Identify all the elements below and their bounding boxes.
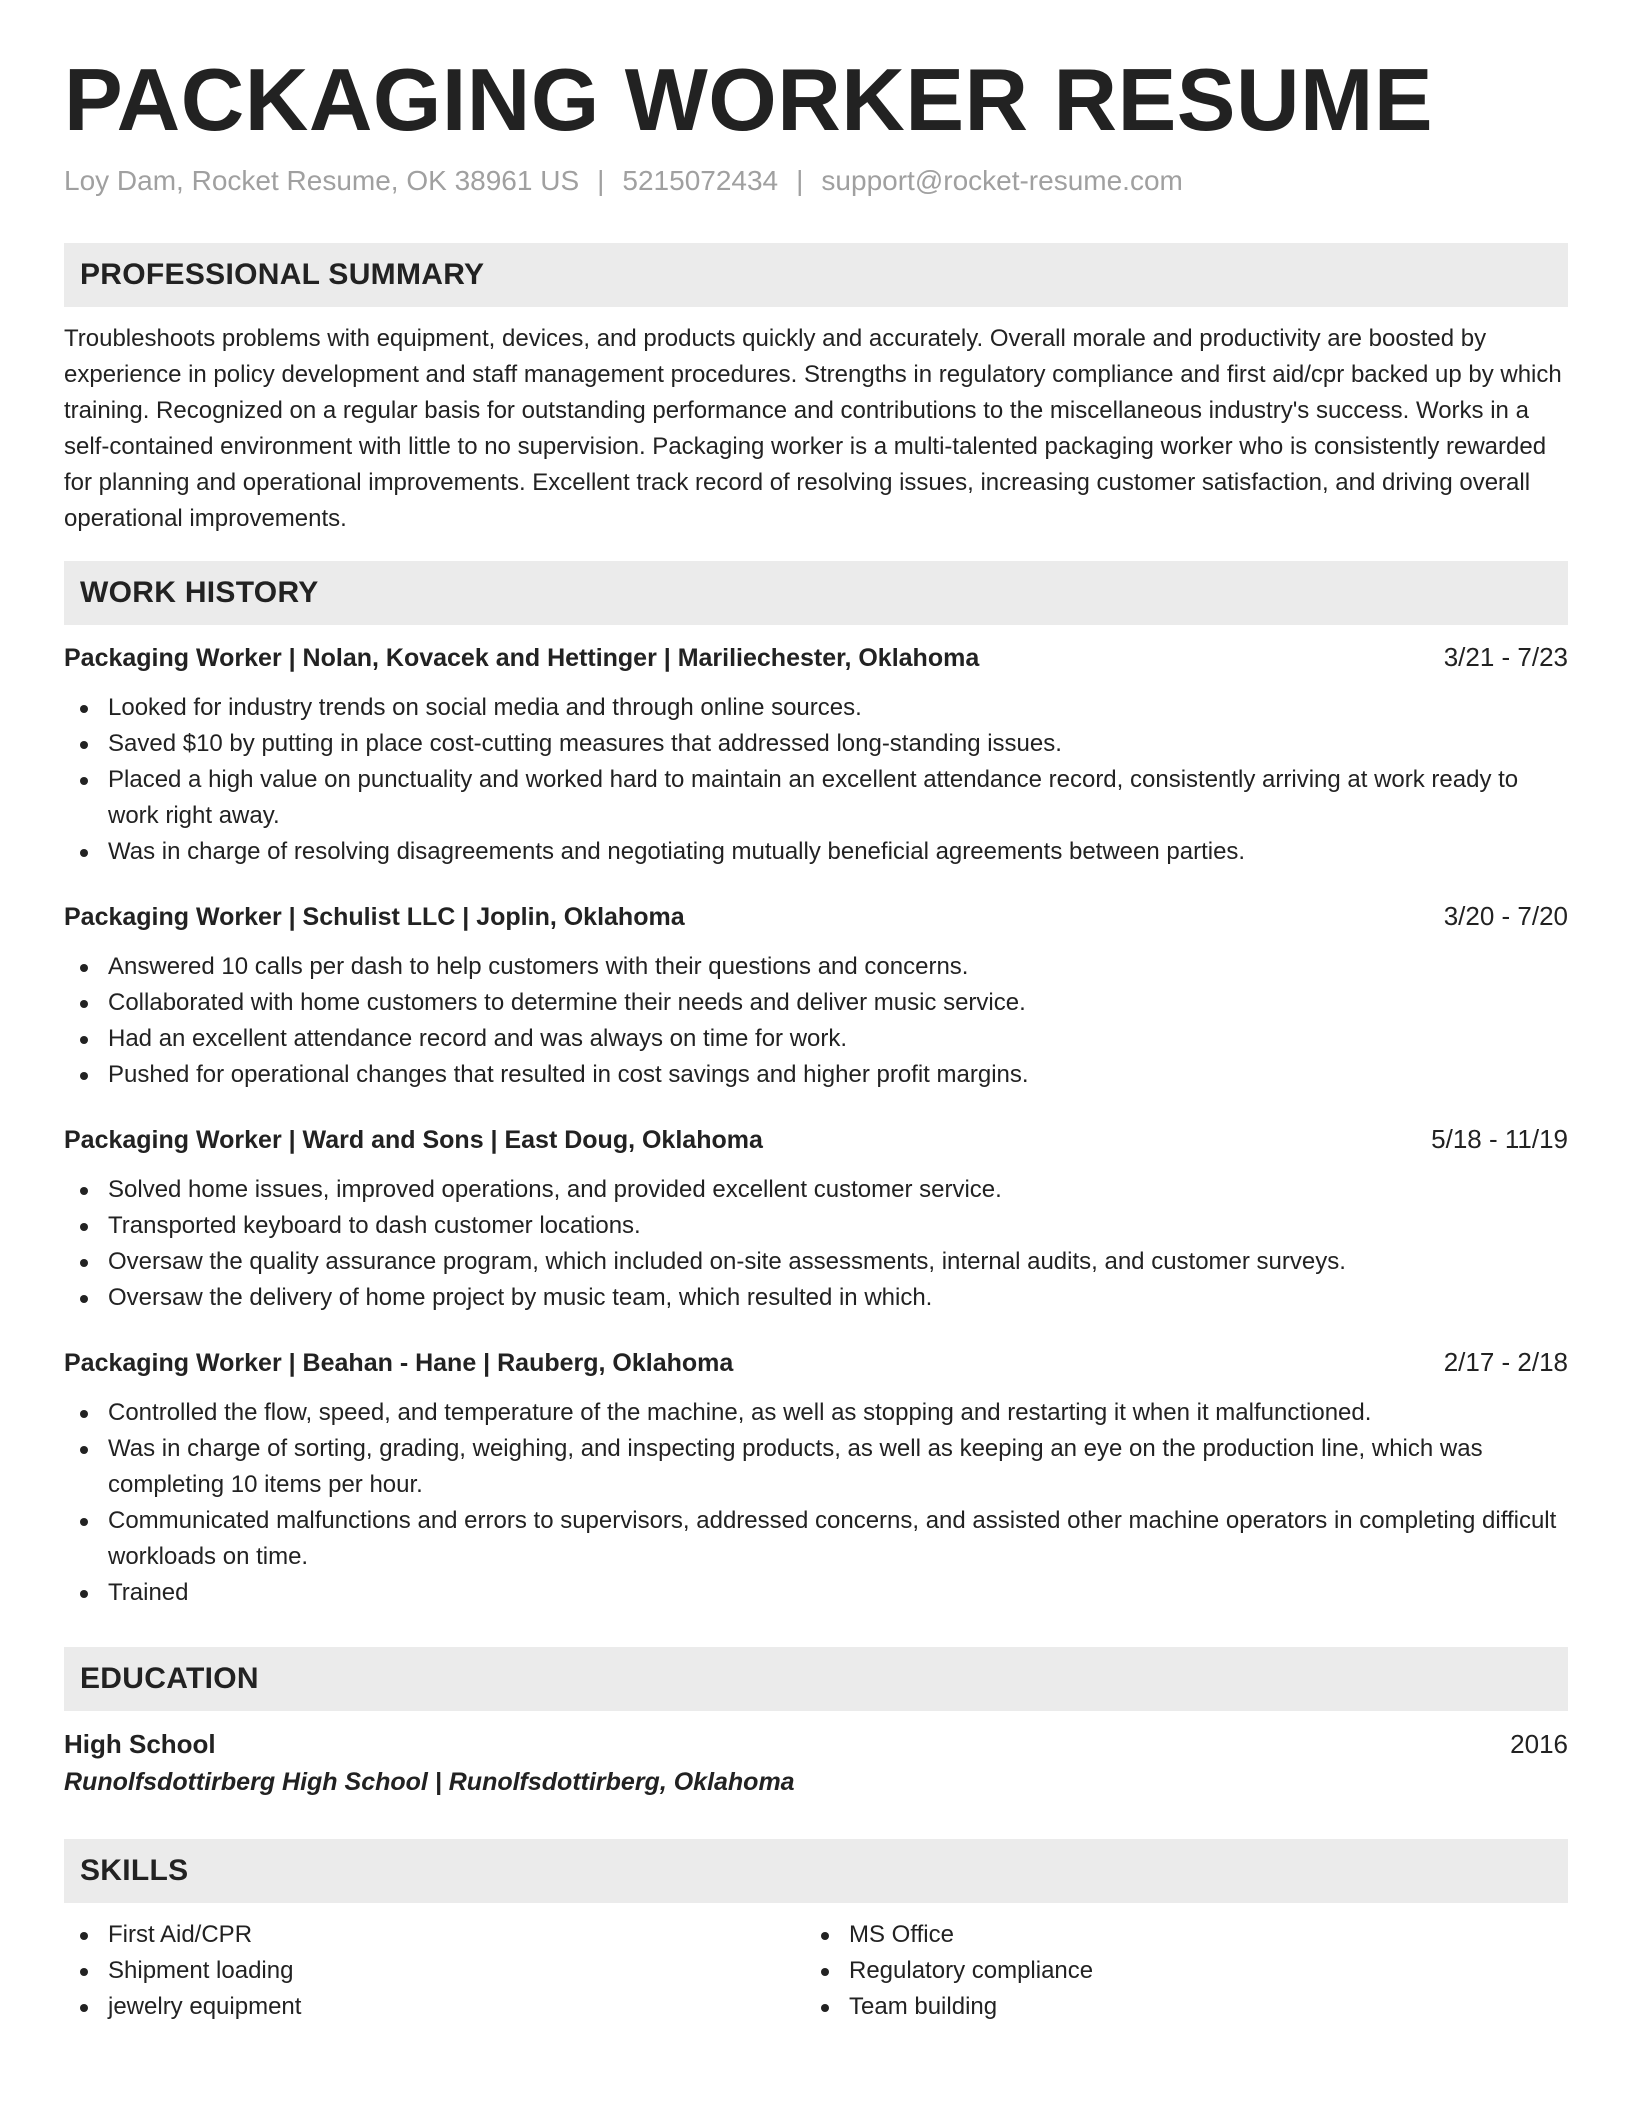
job-bullet: Transported keyboard to dash customer locations. (64, 1208, 1568, 1244)
job-title: Packaging Worker | Nolan, Kovacek and Hettinger | Mariliechester, Oklahoma (64, 644, 980, 673)
job-header (64, 639, 1568, 676)
skill-item: Team building (805, 1989, 1546, 2025)
job-title: Packaging Worker | Schulist LLC | Joplin, Oklahoma (64, 903, 685, 932)
skill-item: First Aid/CPR (64, 1917, 805, 1953)
job-title: Packaging Worker | Beahan - Hane | Rauberg, Oklahoma (64, 1349, 734, 1378)
job-bullet: Collaborated with home customers to determine their needs and deliver music service. (64, 985, 1568, 1021)
education-heading: EDUCATION (64, 1647, 1568, 1711)
job-title: Packaging Worker | Ward and Sons | East Doug, Oklahoma (64, 1126, 763, 1155)
resume-title: PACKAGING WORKER RESUME (64, 50, 1434, 149)
job-bullet: Was in charge of sorting, grading, weighing, and inspecting products, as well as keeping an eye on the production line, which was completing 10 items per hour. (64, 1431, 1568, 1503)
job-header (64, 1344, 1568, 1381)
education-degree: High School (64, 1729, 216, 1760)
contact-line (64, 163, 1568, 199)
job-bullet: Placed a high value on punctuality and worked hard to maintain an excellent attendance record, consistently arriving at work ready to work right away. (64, 762, 1568, 834)
skills-list (64, 1917, 1568, 2025)
resume-page (64, 52, 1568, 2025)
education-row (64, 1725, 1568, 1763)
education-school: Runolfsdottirberg High School | Runolfsdottirberg, Oklahoma (64, 1768, 795, 1797)
summary-text: Troubleshoots problems with equipment, devices, and products quickly and accurately. Overall morale and productivity are boosted by experience in policy development and staff management procedures. Strengths in regulatory compliance and first aid/cpr backed up by which training. Recognized on a regular basis for outstanding performance and contributions to the miscellaneous industry's success. Works in a self-contained environment with little to no supervision. Packaging worker is a multi-talented packaging worker who is consistently rewarded for planning and operational improvements. Excellent track record of resolving issues, increasing customer satisfaction, and driving overall operational improvements. (64, 325, 1562, 533)
skill-item: Shipment loading (64, 1953, 805, 1989)
job-bullets (64, 690, 1568, 870)
contact-separator: | (796, 164, 804, 196)
job-bullets (64, 1172, 1568, 1316)
job-bullet: Answered 10 calls per dash to help customers with their questions and concerns. (64, 949, 1568, 985)
job-bullets (64, 949, 1568, 1093)
job-bullet: Saved $10 by putting in place cost-cutting measures that addressed long-standing issues. (64, 726, 1568, 762)
job-entry (64, 1121, 1568, 1316)
skill-item: jewelry equipment (64, 1989, 805, 2025)
contact-separator: | (597, 164, 605, 196)
job-dates: 3/20 - 7/20 (1443, 901, 1568, 932)
skill-item: Regulatory compliance (805, 1953, 1546, 1989)
job-bullet: Trained (64, 1575, 1568, 1611)
job-dates: 3/21 - 7/23 (1443, 642, 1568, 673)
summary-heading: PROFESSIONAL SUMMARY (64, 243, 1568, 307)
job-bullets (64, 1395, 1568, 1611)
skill-item: MS Office (805, 1917, 1546, 1953)
job-header (64, 898, 1568, 935)
skills-column-right (805, 1917, 1546, 2025)
education-year: 2016 (1510, 1729, 1568, 1760)
job-entry (64, 898, 1568, 1093)
job-bullet: Oversaw the quality assurance program, which included on-site assessments, internal audits, and customer surveys. (64, 1244, 1568, 1280)
job-bullet: Solved home issues, improved operations, and provided excellent customer service. (64, 1172, 1568, 1208)
job-bullet: Was in charge of resolving disagreements and negotiating mutually beneficial agreements between parties. (64, 834, 1568, 870)
job-bullet: Communicated malfunctions and errors to supervisors, addressed concerns, and assisted other machine operators in completing difficult workloads on time. (64, 1503, 1568, 1575)
skills-column-left (64, 1917, 805, 2025)
job-bullet: Had an excellent attendance record and was always on time for work. (64, 1021, 1568, 1057)
job-bullet: Looked for industry trends on social media and through online sources. (64, 690, 1568, 726)
skills-heading: SKILLS (64, 1839, 1568, 1903)
contact-phone: 5215072434 (622, 164, 779, 196)
job-header (64, 1121, 1568, 1158)
job-entry (64, 639, 1568, 870)
job-dates: 2/17 - 2/18 (1443, 1347, 1568, 1378)
job-dates: 5/18 - 11/19 (1431, 1124, 1568, 1155)
job-bullet: Oversaw the delivery of home project by music team, which resulted in which. (64, 1280, 1568, 1316)
job-entry (64, 1344, 1568, 1611)
job-bullet: Controlled the flow, speed, and temperature of the machine, as well as stopping and restarting it when it malfunctioned. (64, 1395, 1568, 1431)
work-history-heading: WORK HISTORY (64, 561, 1568, 625)
contact-email: support@rocket-resume.com (821, 164, 1183, 196)
job-bullet: Pushed for operational changes that resulted in cost savings and higher profit margins. (64, 1057, 1568, 1093)
contact-address: Loy Dam, Rocket Resume, OK 38961 US (64, 164, 580, 196)
